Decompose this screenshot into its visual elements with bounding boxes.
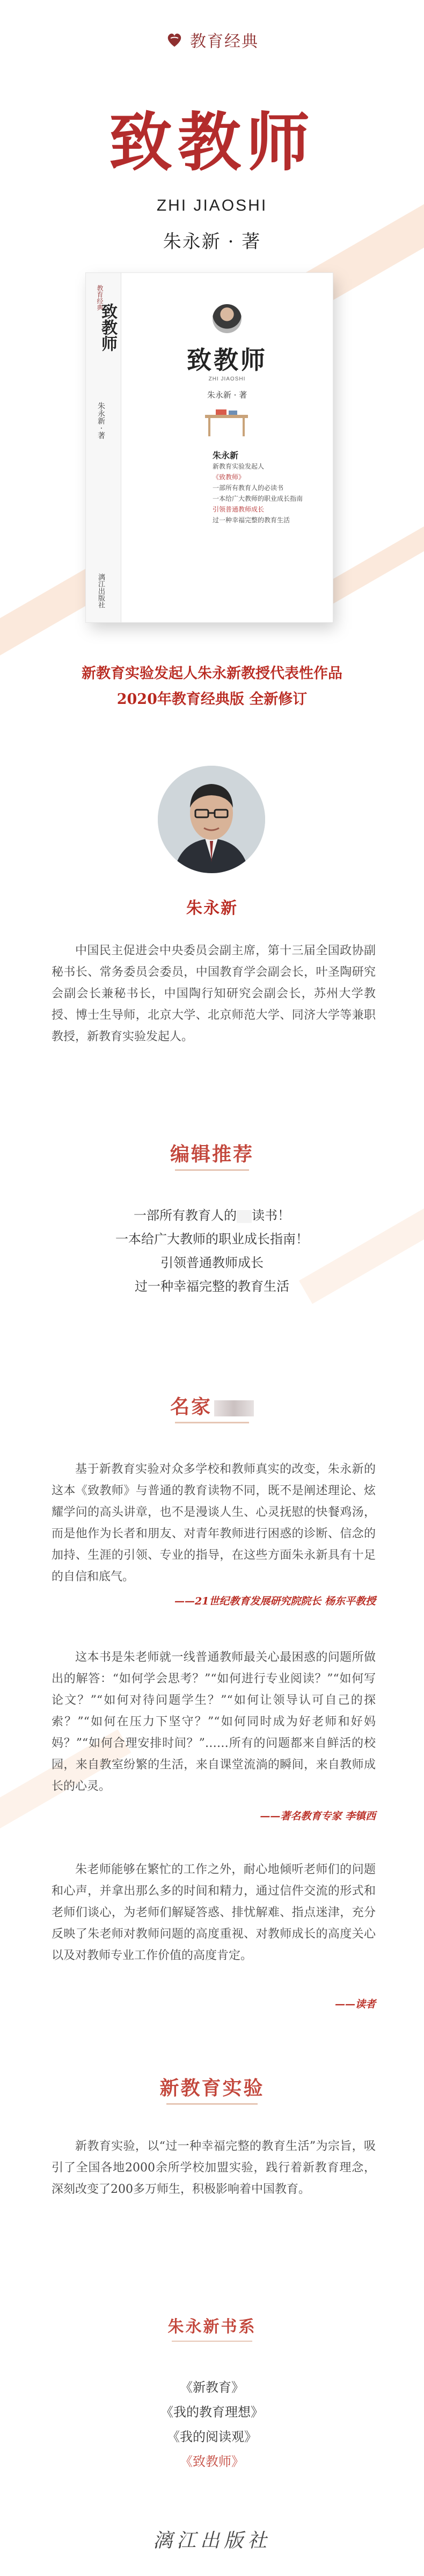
heading-underline [175,1169,249,1171]
desk-illustration-icon [194,407,259,440]
expert-quote: 基于新教育实验对众多学校和教师真实的改变，朱永新的这本《致教师》与普通的教育读物不同，既不是阐述理论、炫耀学问的高头讲章，也不是漫谈人生、心灵抚慰的快餐鸡汤，而是他作为长者和朋友、对青年教师进行困惑的诊断、信念的加持、生涯的引领、专业的指导，在这些方面朱永新具有十足的自信和底气。 [52,1463,376,1584]
masked-text [214,1400,254,1416]
cover-info-role: 新教育实验发起人 [213,463,265,470]
signature-text: ——著名教育专家 李镇西 [260,1810,376,1822]
brand-label: 教育经典 [190,32,259,51]
signature-text: ——21世纪教育发展研究院院长 杨东平教授 [174,1595,376,1607]
signature-text: ——读者 [334,1998,376,2010]
tagline-line: 2020年教育经典版 全新修订 [116,691,308,708]
series-book: 《我的阅读观》 [167,2429,257,2444]
heading-underline [166,2103,258,2105]
cover-info-line: 一部所有教育人的必读书 [213,484,284,492]
recommend-line-part: 一部所有教育人的 [134,1208,237,1223]
cover-info [213,450,303,526]
expert-signature [335,1996,376,2011]
author-photo-icon [158,766,265,873]
tagline [0,661,424,713]
heading-underline [175,1422,249,1423]
section-heading-recommend: 编辑推荐 [170,1143,254,1165]
book-spine [86,273,121,622]
title-pinyin: ZHI JIAOSHI [156,197,268,214]
expert-quote: 朱老师能够在繁忙的工作之外，耐心地倾听老师们的问题和心声，并拿出那么多的时间和精力，通过信件交流的形式和老师们谈心，为老师们解疑答惑、排忧解难、指点迷津，充分反映了朱老师对教师问题的高度重视、对教师成长的高度关心以及对教师专业工作价值的高度肯定。 [52,1863,376,1962]
spine-author: 朱永新 · 著 [97,402,105,440]
recommend-lines [0,1204,424,1298]
author-avatar [158,766,265,873]
recommend-line: 一本给广大教师的职业成长指南！ [115,1232,309,1247]
expert-signature [174,1593,376,1608]
page-title: 致教师 [108,105,315,179]
series-list [0,2375,424,2474]
expert-signature [260,1808,376,1823]
spine-brand: 教育经典 [96,285,104,311]
cover-info-name: 朱永新 [213,450,239,460]
cover-title: 致教师 [187,346,267,375]
cover-info-extra: 引领普通教师成长 [213,506,265,513]
book-front [121,273,333,622]
recommend-line: 过一种幸福完整的教育生活 [135,1279,289,1294]
brand-header [0,28,424,52]
author-portrait-icon [213,304,242,333]
section-heading-experts [0,1392,424,1419]
expert-quote: 这本书是朱老师就一线普通教师最关心最困惑的问题所做出的解答：“如何学会思考？”“如何进行专业阅读？”“如何写论文？”“如何对待问题学生？”“如何让领导认可自己的探索？”“如何在压力下坚守？”“如何同时成为好老师和好妈妈？”“如何合理安排时间？”……所有的问题都来自鲜活的校园，来自教室纷繁的生活，来自课堂流淌的瞬间，来自教师成长的心灵。 [52,1651,376,1793]
cover-pinyin: ZHI JIAOSHI [208,376,246,382]
recommend-line-part: 读书！ [252,1208,290,1223]
series-book: 《我的教育理想》 [160,2405,264,2420]
author-credit: 朱永新 · 著 [163,231,261,253]
series-book-current: 《致教师》 [180,2454,244,2469]
heading-underline [172,2341,252,2342]
cover-info-line: 一本给广大教师的职业成长指南 [213,495,303,502]
masked-text [237,1210,252,1223]
section-heading-new-edu: 新教育实验 [159,2077,265,2099]
recommend-line [0,1204,424,1227]
author-bio: 中国民主促进会中央委员会副主席，第十三届全国政协副秘书长、常务委员会委员，中国教育学会副会长，叶圣陶研究会副会长兼秘书长，中国陶行知研究会副会长，苏州大学教授、博士生导师，北京大学、北京师范大学、同济大学等兼职教授，新教育实验发起人。 [52,944,376,1044]
author-name: 朱永新 [186,899,238,918]
spine-publisher: 漓江出版社 [97,573,105,608]
new-edu-text: 新教育实验，以“过一种幸福完整的教育生活”为宗旨，吸引了全国各地2000余所学校加盟实验，践行着新教育理念，深刻改变了200多万师生，积极影响着中国教育。 [52,2140,376,2196]
tagline-line: 新教育实验发起人朱永新教授代表性作品 [82,665,342,682]
book-cover-image [86,273,333,622]
heart-book-icon [165,31,184,49]
cover-info-edition: 《致教师》 [213,473,245,481]
cover-info-extra: 过一种幸福完整的教育生活 [213,516,290,524]
section-heading-series: 朱永新书系 [167,2318,257,2336]
cover-author: 朱永新 · 著 [207,390,247,400]
experts-heading-text: 名家 [170,1395,212,1418]
recommend-line: 引领普通教师成长 [160,1255,264,1270]
publisher-logo: 漓江出版社 [152,2530,271,2552]
series-book: 《新教育》 [180,2380,244,2395]
spine-title: 致教师 [98,303,117,351]
